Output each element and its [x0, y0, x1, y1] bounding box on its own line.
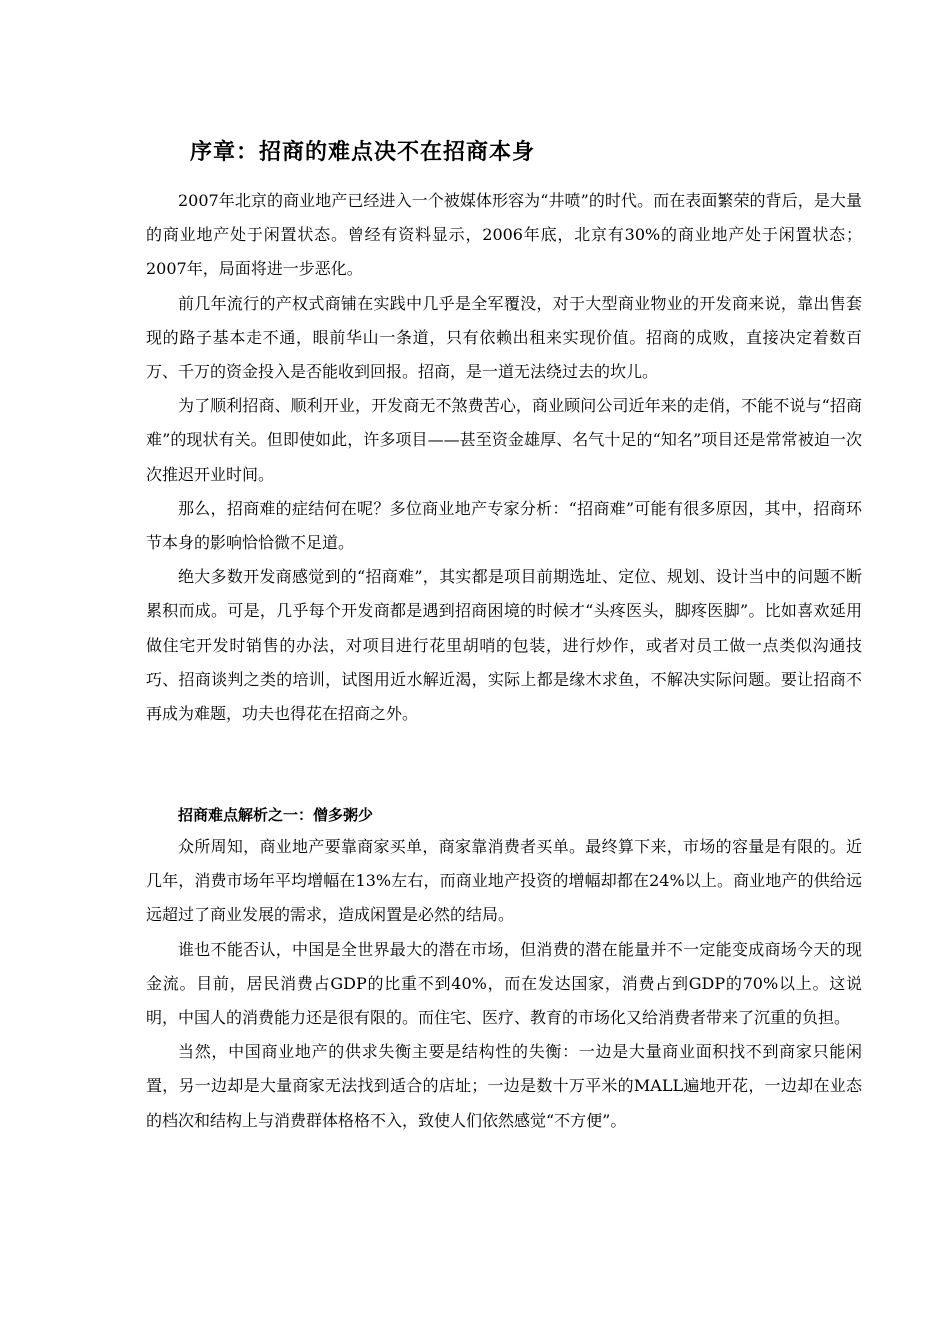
page-title: 序章：招商的难点决不在招商本身 [190, 139, 536, 165]
intro-section [146, 184, 862, 731]
intro-paragraph-3: 为了顺利招商、顺利开业，开发商无不煞费苦心，商业顾问公司近年来的走俏，不能不说与“招商难”的现状有关。但即使如此，许多项目——甚至资金雄厚、名气十足的“知名”项目还是常常被迫一次次推迟开业时间。 [146, 396, 862, 484]
intro-paragraph-2: 前几年流行的产权式商铺在实践中几乎是全军覆没，对于大型商业物业的开发商来说，靠出售套现的路子基本走不通，眼前华山一条道，只有依赖出租来实现价值。招商的成败，直接决定着数百万、千万的资金投入是否能收到回报。招商，是一道无法绕过去的坎儿。 [146, 293, 862, 382]
intro-paragraph-5: 绝大多数开发商感觉到的“招商难”，其实都是项目前期选址、定位、规划、设计当中的问题不断累积而成。可是，几乎每个开发商都是遇到招商困境的时候才“头疼医头，脚疼医脚”。比如喜欢延用做住宅开发时销售的办法，对项目进行花里胡哨的包装，进行炒作，或者对员工做一点类似沟通技巧、招商谈判之类的培训，试图用近水解近渴，实际上都是缘木求鱼，不解决实际问题。要让招商不再成为难题，功夫也得花在招商之外。 [146, 567, 862, 724]
intro-paragraph-4: 那么，招商难的症结何在呢？多位商业地产专家分析：“招商难”可能有很多原因，其中，招商环节本身的影响恰恰微不足道。 [146, 498, 862, 553]
section-paragraph-3: 当然，中国商业地产的供求失衡主要是结构性的失衡：一边是大量商业面积找不到商家只能闲置，另一边却是大量商家无法找到适合的店址；一边是数十万平米的MALL遍地开花，一边却在业态的档次和结构上与消费群体格格不入，致使人们依然感觉“不方便”。 [146, 1042, 862, 1130]
section-paragraph-1: 众所周知，商业地产要靠商家买单，商家靠消费者买单。最终算下来，市场的容量是有限的。近几年，消费市场年平均增幅在13%左右，而商业地产投资的增幅却都在24%以上。商业地产的供给远远超过了商业发展的需求，造成闲置是必然的结局。 [146, 837, 862, 925]
section-supply-demand [146, 800, 862, 1138]
section-heading: 招商难点解析之一：僧多粥少 [178, 806, 374, 824]
section-paragraph-2: 谁也不能否认，中国是全世界最大的潜在市场，但消费的潜在能量并不一定能变成商场今天的现金流。目前，居民消费占GDP的比重不到40%，而在发达国家，消费占到GDP的70%以上。这说明，中国人的消费能力还是很有限的。而住宅、医疗、教育的市场化又给消费者带来了沉重的负担。 [146, 939, 862, 1028]
intro-paragraph-1: 2007年北京的商业地产已经进入一个被媒体形容为“井喷”的时代。而在表面繁荣的背后，是大量的商业地产处于闲置状态。曾经有资料显示，2006年底，北京有30%的商业地产处于闲置状态；2007年，局面将进一步恶化。 [146, 191, 862, 279]
